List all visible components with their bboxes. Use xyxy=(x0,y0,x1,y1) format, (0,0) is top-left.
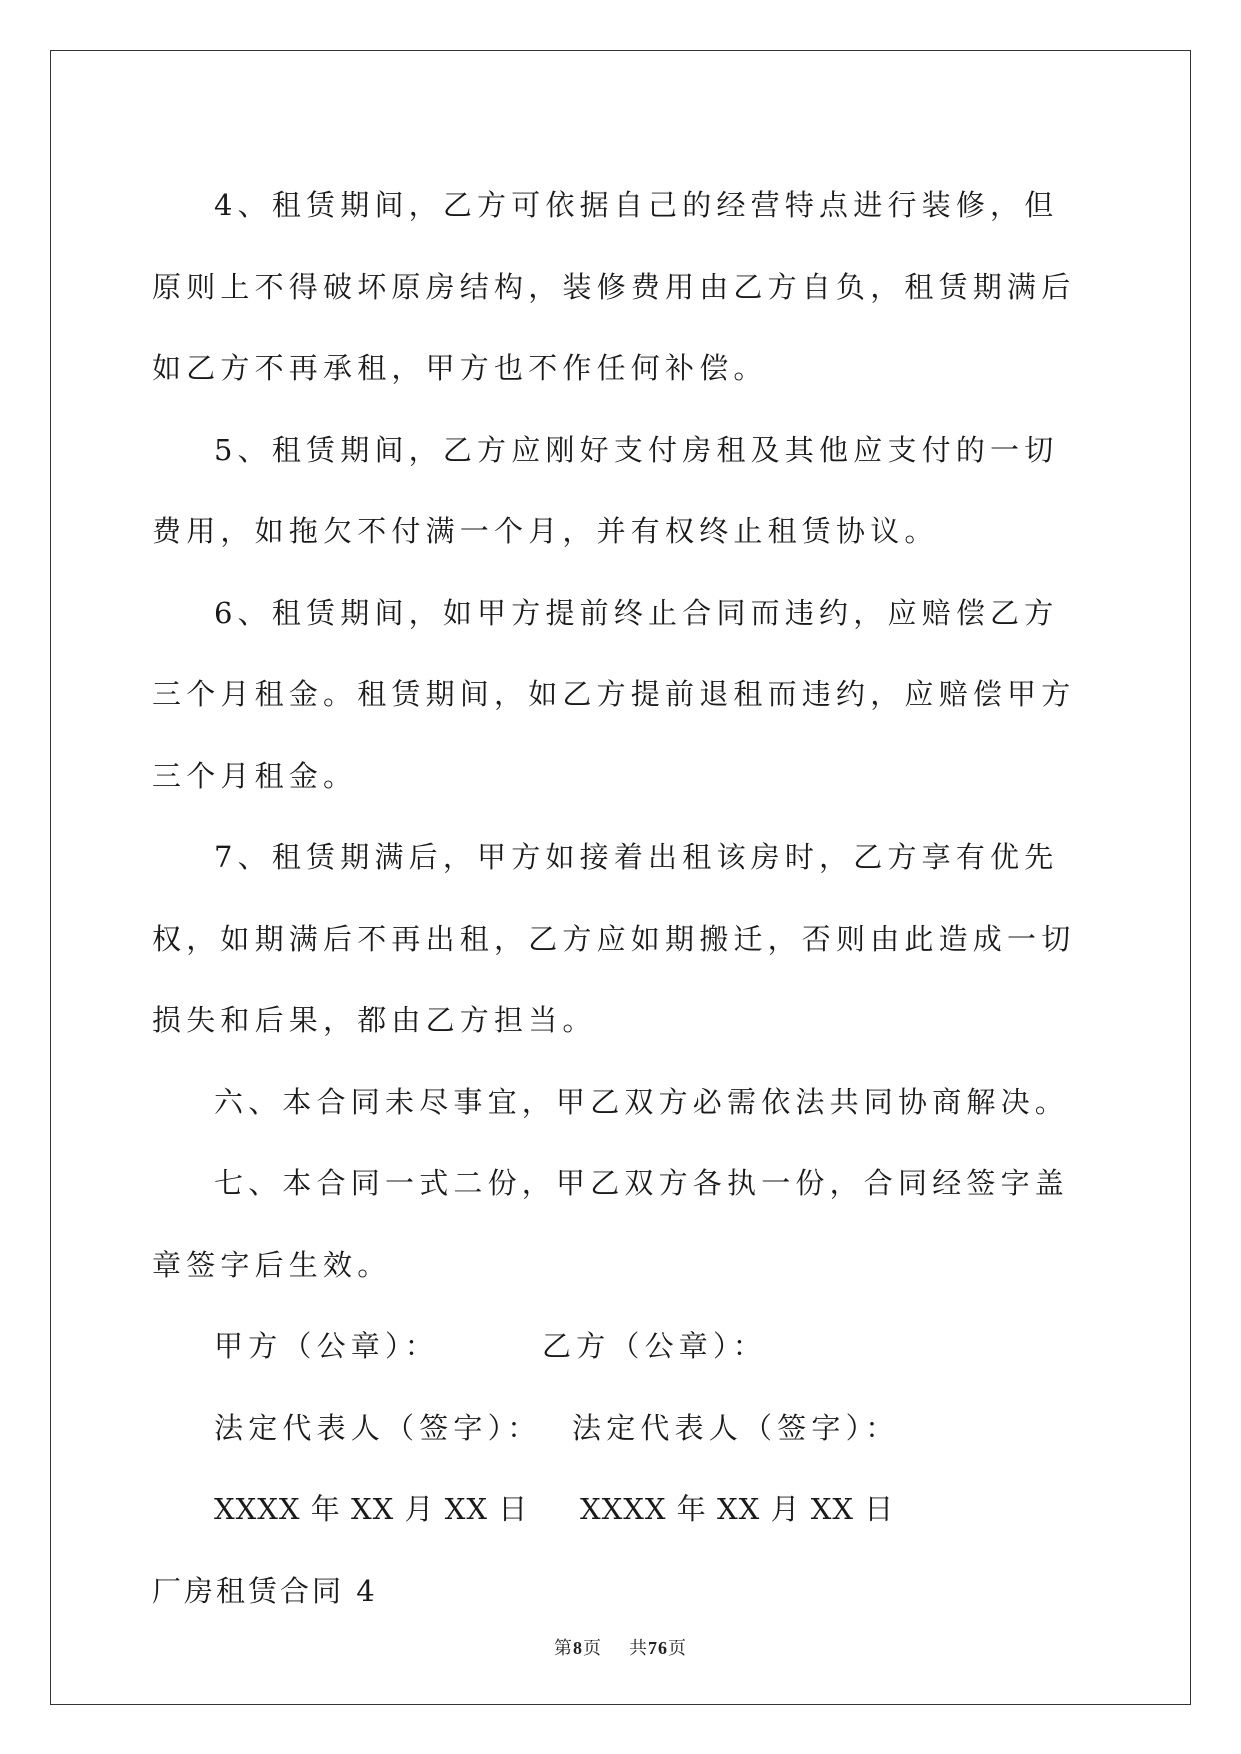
next-contract-title: 厂房租赁合同 4 xyxy=(152,1573,378,1608)
representative-row xyxy=(152,1388,1092,1470)
total-page-count: 76 xyxy=(647,1638,668,1658)
clause-6: 6、租赁期间，如甲方提前终止合同而违约，应赔偿乙方三个月租金。租赁期间，如乙方提前退租而违约，应赔偿甲方三个月租金。 xyxy=(152,595,1076,793)
party-a-seal-label: 甲方（公章）： xyxy=(214,1329,439,1363)
footer-prefix: 第 xyxy=(554,1638,574,1659)
page-footer xyxy=(0,1634,1241,1660)
footer-total-suffix: 页 xyxy=(667,1638,687,1659)
party-b-rep-label: 法定代表人（签字）： xyxy=(572,1410,900,1445)
party-a-date: XXXX 年 XX 月 XX 日 xyxy=(214,1492,529,1526)
party-b-date: XXXX 年 XX 月 XX 日 xyxy=(580,1492,895,1526)
clause-5: 5、租赁期间，乙方应刚好支付房租及其他应支付的一切费用，如拖欠不付满一个月，并有权终止租赁协议。 xyxy=(152,432,1059,548)
seal-row xyxy=(152,1306,1092,1388)
document-body xyxy=(152,165,1092,1632)
footer-total-prefix: 共 xyxy=(628,1638,648,1659)
footer-page-suffix: 页 xyxy=(583,1638,603,1659)
party-a-rep-label: 法定代表人（签字）： xyxy=(214,1410,542,1445)
party-b-seal-label: 乙方（公章）： xyxy=(542,1329,767,1363)
clause-4: 4、租赁期间，乙方可依据自己的经营特点进行装修，但原则上不得破坏原房结构，装修费用由乙方自负，租赁期满后如乙方不再承租，甲方也不作任何补偿。 xyxy=(152,188,1076,385)
current-page-number: 8 xyxy=(573,1638,584,1658)
date-row xyxy=(152,1469,1092,1551)
clause-7: 7、租赁期满后，甲方如接着出租该房时，乙方享有优先权，如期满后不再出租，乙方应如期搬迁，否则由此造成一切损失和后果，都由乙方担当。 xyxy=(152,840,1076,1037)
article-6: 六、本合同未尽事宜，甲乙双方必需依法共同协商解决。 xyxy=(214,1084,1070,1119)
article-7: 七、本合同一式二份，甲乙双方各执一份，合同经签字盖章签字后生效。 xyxy=(152,1166,1070,1282)
